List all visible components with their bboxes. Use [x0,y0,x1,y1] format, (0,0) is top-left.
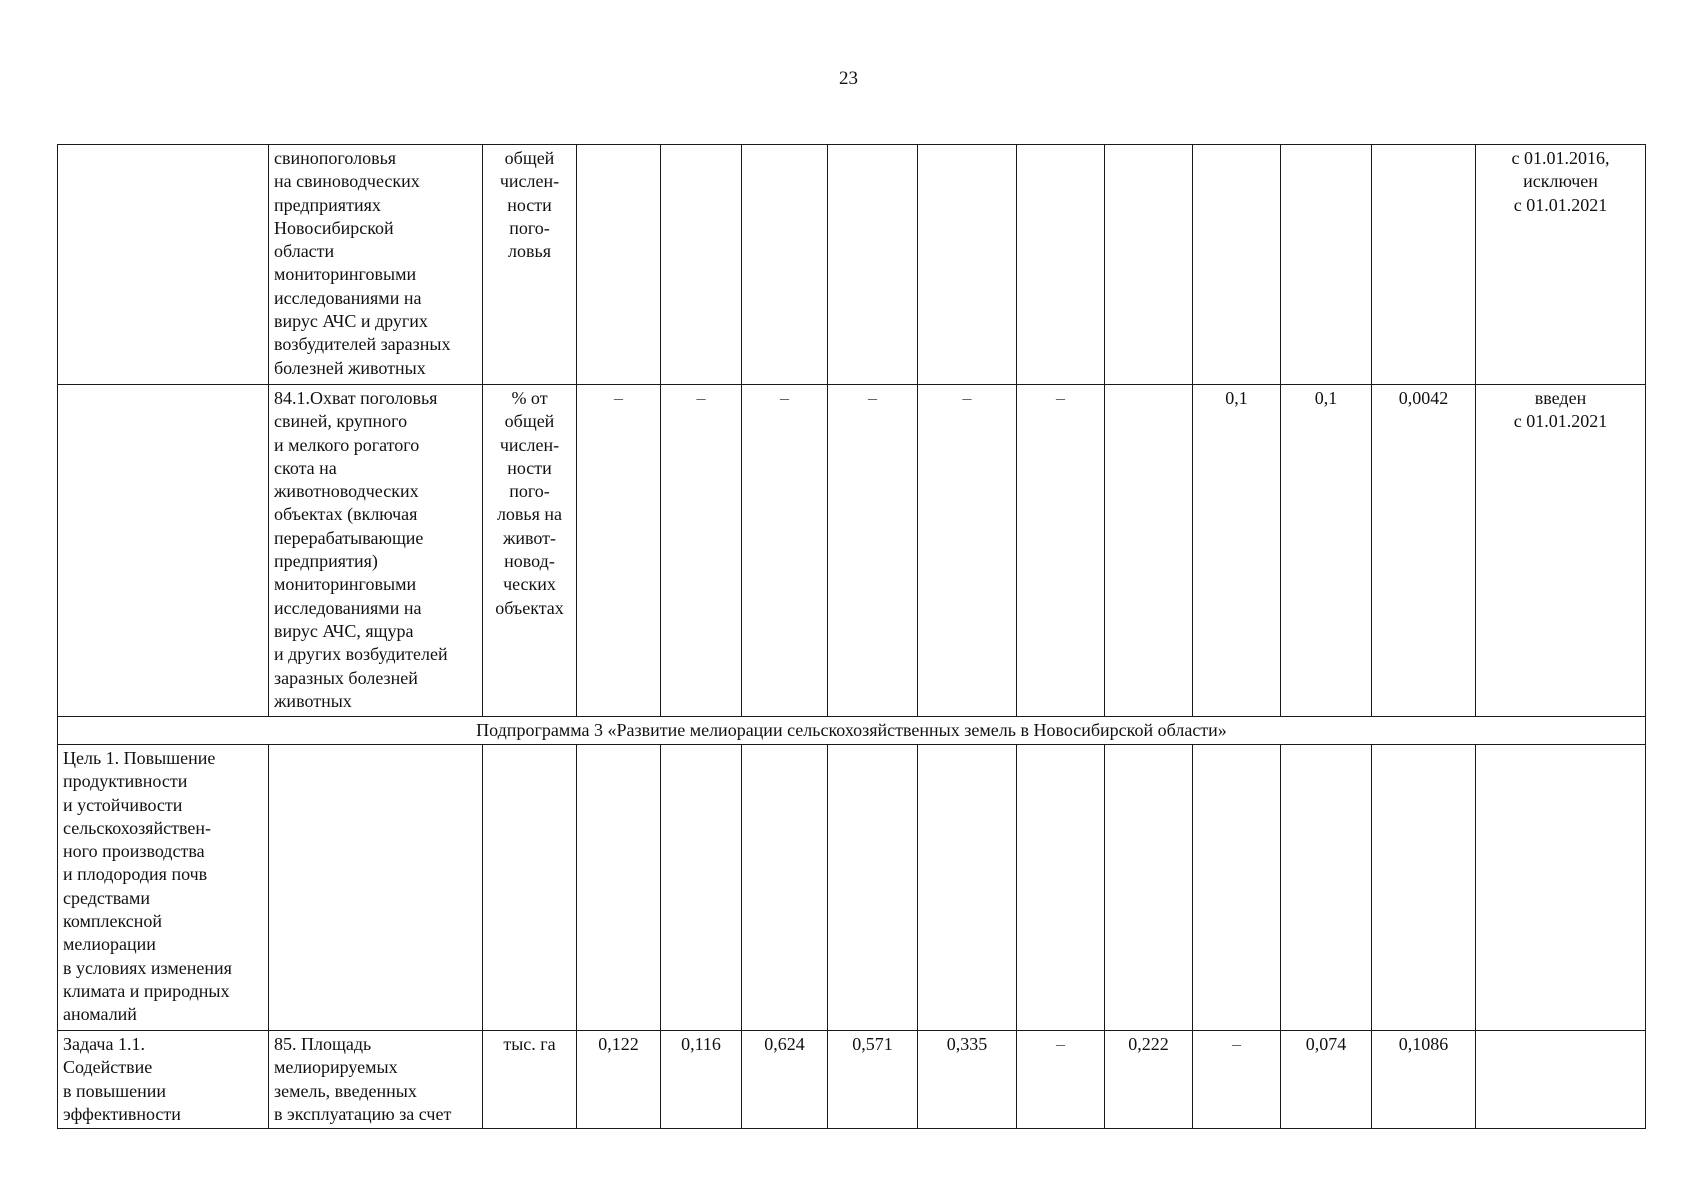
indicators-table [57,144,1646,1129]
value-cell: 0,624 [742,1031,828,1129]
value-cell [577,745,661,1031]
subprogram-title: Подпрограмма 3 «Развитие мелиорации сельскохозяйственных земель в Новосибирской области» [58,717,1646,745]
value-cell: 0,222 [1105,1031,1193,1129]
table-row [58,145,1646,385]
subprogram-row [58,717,1646,745]
value-cell [1105,145,1193,385]
page-number: 23 [839,68,858,89]
goal-cell [58,145,269,385]
value-cell [828,145,918,385]
value-cell: 0,335 [918,1031,1017,1129]
unit-cell: общей числен- ности пого- ловья [483,145,577,385]
value-cell: 0,122 [577,1031,661,1129]
unit-cell: % от общей числен- ности пого- ловья на живот- новод- ческих объектах [483,385,577,717]
value-cell [1105,385,1193,717]
value-cell: – [661,385,742,717]
note-cell [1476,745,1646,1031]
value-cell [661,145,742,385]
value-cell: 0,1 [1193,385,1281,717]
table-row [58,745,1646,1031]
value-cell: – [577,385,661,717]
value-cell: 0,116 [661,1031,742,1129]
value-cell [1281,145,1372,385]
value-cell: 0,1 [1281,385,1372,717]
value-cell [828,745,918,1031]
value-cell: 0,571 [828,1031,918,1129]
indicator-cell: свинопоголовья на свиноводческих предприятиях Новосибирской области мониторинговыми исследованиями на вирус АЧС и других возбудителей заразных болезней животных [269,145,483,385]
value-cell: 0,1086 [1372,1031,1476,1129]
value-cell [577,145,661,385]
value-cell [1193,745,1281,1031]
indicator-cell: 85. Площадь мелиорируемых земель, введенных в эксплуатацию за счет [269,1031,483,1129]
value-cell: 0,074 [1281,1031,1372,1129]
value-cell [1017,145,1105,385]
value-cell: 0,0042 [1372,385,1476,717]
value-cell [918,145,1017,385]
note-cell: с 01.01.2016, исключен с 01.01.2021 [1476,145,1646,385]
table-row [58,1031,1646,1129]
goal-cell [58,385,269,717]
indicator-cell [269,745,483,1031]
value-cell: – [918,385,1017,717]
value-cell [1105,745,1193,1031]
value-cell [1281,745,1372,1031]
unit-cell [483,745,577,1031]
value-cell [918,745,1017,1031]
value-cell: – [742,385,828,717]
value-cell: – [1193,1031,1281,1129]
value-cell [742,145,828,385]
value-cell [1193,145,1281,385]
value-cell [1017,745,1105,1031]
value-cell [742,745,828,1031]
table-row [58,385,1646,717]
goal-cell: Задача 1.1. Содействие в повышении эффективности [58,1031,269,1129]
note-cell [1476,1031,1646,1129]
value-cell [1372,145,1476,385]
unit-cell: тыс. га [483,1031,577,1129]
note-cell: введен с 01.01.2021 [1476,385,1646,717]
value-cell: – [828,385,918,717]
value-cell: – [1017,385,1105,717]
value-cell: – [1017,1031,1105,1129]
indicator-cell: 84.1.Охват поголовья свиней, крупного и мелкого рогатого скота на животноводческих объектах (включая перерабатывающие предприятия) мониторинговыми исследованиями на вирус АЧС, ящура и других возбудителей заразных болезней животных [269,385,483,717]
value-cell [1372,745,1476,1031]
value-cell [661,745,742,1031]
goal-cell: Цель 1. Повышение продуктивности и устойчивости сельскохозяйствен- ного производства и плодородия почв средствами комплексной мелиорации в условиях изменения климата и природных аномалий [58,745,269,1031]
